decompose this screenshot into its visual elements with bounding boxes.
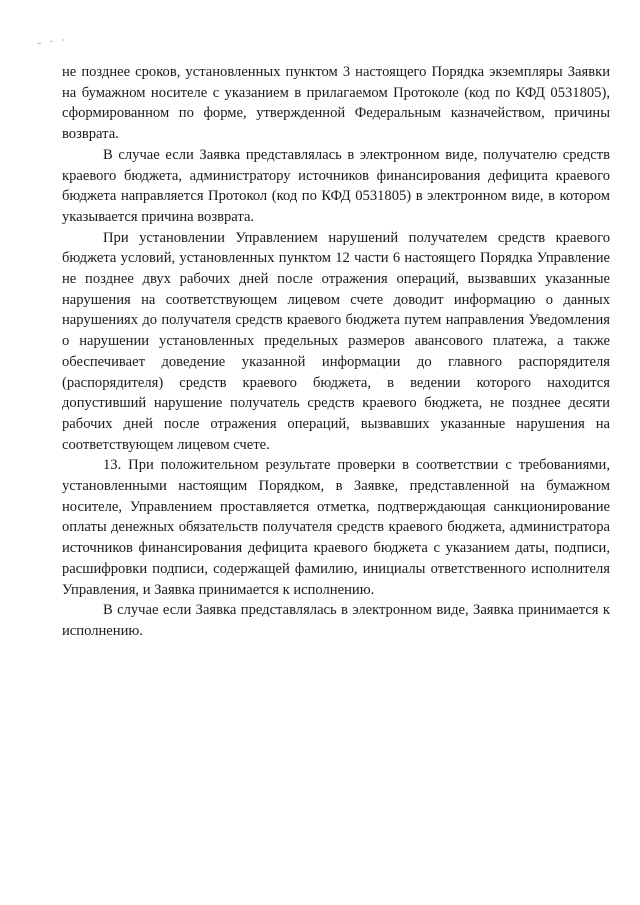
paragraph-item-13: 13. При положительном результате проверки в соответствии с требованиями, установленными настоящим Порядком, в Заявке, представленной на бумажном носителе, Управлением проставляется отметка, подтверждающая санкционирование оплаты денежных обязательств получателя средств краевого бюджета, администратора источников финансирования дефицита краевого бюджета с указанием даты, подписи, расшифровки подписи, содержащей фамилию, инициалы ответственного исполнителя Управления, и Заявка принимается к исполнению. — [62, 457, 610, 598]
paragraph-electronic-acceptance: В случае если Заявка представлялась в электронном виде, Заявка принимается к исполнению. — [62, 602, 610, 639]
scan-artifact-mark — [36, 38, 76, 46]
document-body — [62, 62, 610, 642]
paragraph-violation-notice: При установлении Управлением нарушений получателем средств краевого бюджета условий, установленных пунктом 12 части 6 настоящего Порядка Управление не позднее двух рабочих дней после отражения операций, вызвавших указанные нарушения на соответствующем лицевом счете доводит информацию о данных нарушениях до получателя средств краевого бюджета путем направления Уведомления о нарушении установленных предельных размеров авансового платежа, а также обеспечивает доведение указанной информации до главного распорядителя (распорядителя) средств краевого бюджета, в ведении которого находится допустивший нарушение получатель средств краевого бюджета, не позднее десяти рабочих дней после отражения операций, вызвавших указанные нарушения на соответствующем лицевом счете. — [62, 229, 610, 453]
paragraph-return-deadline: не позднее сроков, установленных пунктом 3 настоящего Порядка экземпляры Заявки на бумажном носителе с указанием в прилагаемом Протоколе (код по КФД 0531805), сформированном по форме, утвержденной Федеральным казначейством, причины возврата. — [62, 64, 610, 143]
paragraph-electronic-return: В случае если Заявка представлялась в электронном виде, получателю средств краевого бюджета, администратору источников финансирования дефицита краевого бюджета направляется Протокол (код по КФД 0531805) в электронном виде, в котором указывается причина возврата. — [62, 146, 610, 225]
